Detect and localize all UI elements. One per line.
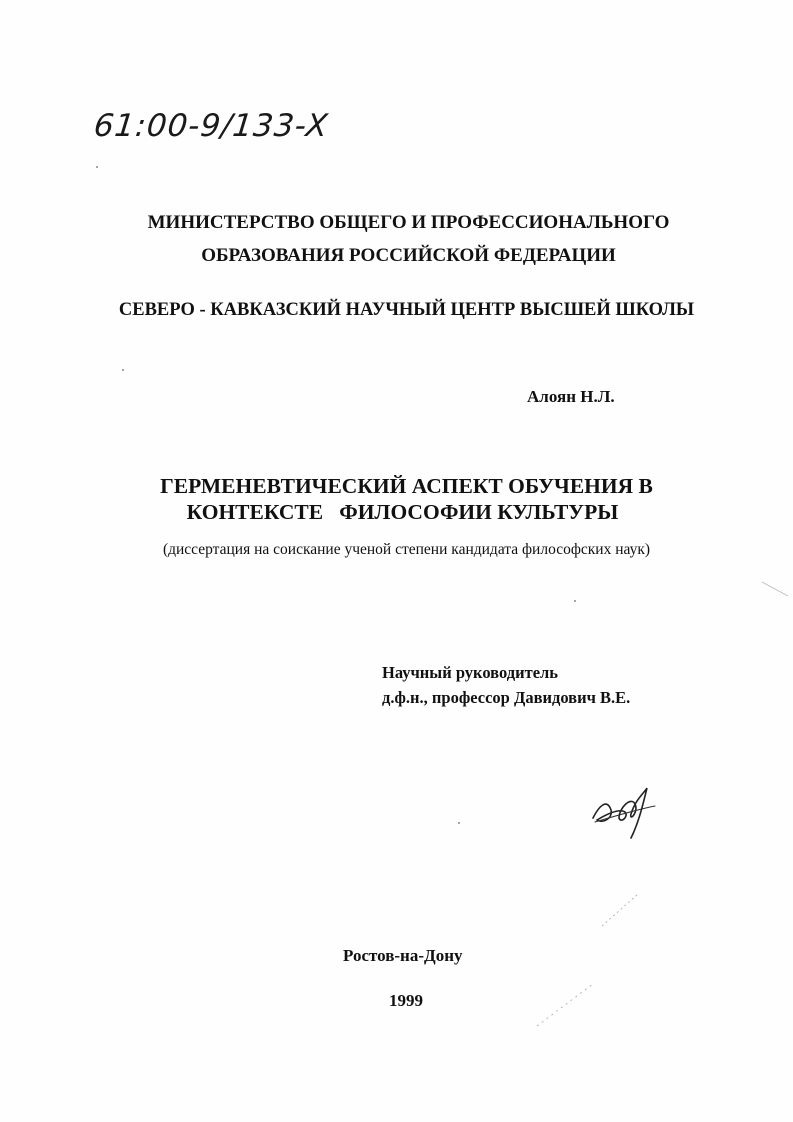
advisor-role: Научный руководитель xyxy=(382,663,558,682)
scan-speck xyxy=(96,166,98,168)
scan-speck xyxy=(122,369,124,371)
title-line-2: КОНТЕКСТЕ ФИЛОСОФИИ КУЛЬТУРЫ xyxy=(186,500,619,524)
ministry-line-1: МИНИСТЕРСТВО ОБЩЕГО И ПРОФЕССИОНАЛЬНОГО xyxy=(147,212,670,233)
signature-icon xyxy=(585,778,665,848)
ministry-line-2: ОБРАЗОВАНИЯ РОССИЙСКОЙ ФЕДЕРАЦИИ xyxy=(201,245,616,266)
dissertation-subtitle: (диссертация на соискание ученой степени кандидата философских наук) xyxy=(162,541,651,558)
title-line-1: ГЕРМЕНЕВТИЧЕСКИЙ АСПЕКТ ОБУЧЕНИЯ В xyxy=(160,474,653,498)
advisor-name: д.ф.н., профессор Давидович В.Е. xyxy=(382,688,631,707)
research-center: СЕВЕРО - КАВКАЗСКИЙ НАУЧНЫЙ ЦЕНТР ВЫСШЕЙ ШКОЛЫ xyxy=(118,300,695,320)
city: Ростов-на-Дону xyxy=(343,946,463,965)
year: 1999 xyxy=(389,991,423,1010)
archive-code: 61:00-9/133-X xyxy=(92,108,331,144)
scan-scratch xyxy=(535,980,595,1030)
scan-scratch xyxy=(760,580,790,600)
scan-speck xyxy=(458,822,460,824)
scan-scratch xyxy=(600,890,640,930)
author-name: Алоян Н.Л. xyxy=(527,387,615,406)
scan-speck xyxy=(574,600,576,602)
